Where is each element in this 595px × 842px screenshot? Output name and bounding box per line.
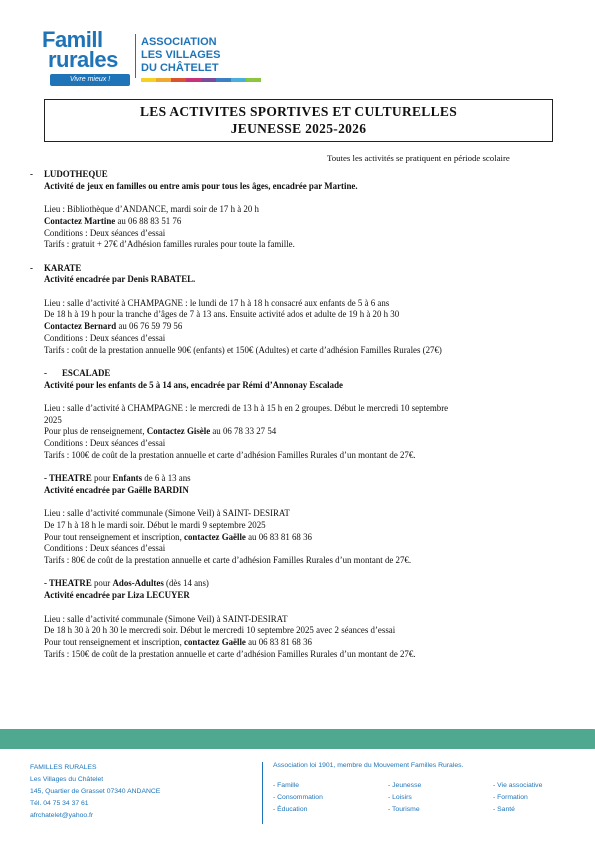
tarifs: Tarifs : gratuit + 27€ d’Adhésion familles rurales pour toute la famille. bbox=[44, 239, 295, 250]
contact-line bbox=[30, 216, 560, 228]
conditions: Conditions : Deux séances d’essai bbox=[44, 543, 166, 554]
tarifs: Tarifs : 150€ de coût de la prestation annuelle et carte d’adhésion Familles Rurales d’un montant de 27€. bbox=[44, 648, 416, 659]
conditions: Conditions : Deux séances d’essai bbox=[44, 332, 166, 343]
conditions: Conditions : Deux séances d’essai bbox=[44, 438, 166, 449]
logo-wordmark bbox=[42, 27, 118, 72]
logo-color-segment bbox=[201, 78, 216, 82]
section-heading-ludotheque bbox=[30, 169, 560, 181]
lieu: Lieu : salle d’activité à CHAMPAGNE : le mercredi de 13 h à 15 h en 2 groupes. Début le mercredi 10 septembre bbox=[44, 402, 449, 413]
footer-theme-item: - Loisirs bbox=[388, 794, 412, 801]
heading-ages: (dès 14 ans) bbox=[163, 578, 209, 589]
lieu: 2025 bbox=[44, 414, 62, 425]
heading-text: LUDOTHEQUE bbox=[44, 169, 108, 179]
footer-theme-item: - Éducation bbox=[273, 806, 308, 813]
contact-name: Contactez Martine bbox=[44, 215, 116, 226]
logo-color-segment bbox=[231, 78, 246, 82]
tarifs: Tarifs : 100€ de coût de la prestation annuelle et carte d’adhésion Familles Rurales d’un montant de 27€. bbox=[44, 449, 416, 460]
heading-text: pour bbox=[91, 578, 113, 589]
contact-line bbox=[30, 532, 560, 544]
footer-phone: Tél. 04 75 34 37 61 bbox=[30, 800, 89, 807]
footer-association-note bbox=[273, 762, 463, 769]
section-subtitle: Activité encadrée par Liza LECUYER bbox=[44, 590, 190, 601]
footer-theme-item: - Consommation bbox=[273, 794, 323, 801]
logo-divider bbox=[135, 34, 136, 78]
section-heading-theatre-ados bbox=[30, 578, 560, 590]
heading-text: - THEATRE bbox=[44, 578, 92, 589]
heading-text: ESCALADE bbox=[62, 367, 111, 378]
title-line1: LES ACTIVITES SPORTIVES ET CULTURELLES bbox=[139, 104, 458, 119]
schedule-note: Toutes les activités se pratiquent en période scolaire bbox=[327, 153, 510, 163]
footer-theme-item: - Formation bbox=[493, 794, 528, 801]
contact-phone: au 06 76 59 79 56 bbox=[116, 321, 183, 332]
color-stripe bbox=[0, 729, 595, 749]
footer-org-subname: Les Villages du Châtelet bbox=[30, 776, 104, 783]
logo-assoc-line: ASSOCIATION bbox=[141, 36, 217, 48]
tarifs: Tarifs : coût de la prestation annuelle 90€ (enfants) et 150€ (Adultes) et carte d’adhésion Familles Rurales (27€) bbox=[44, 344, 442, 355]
heading-text: pour bbox=[91, 473, 113, 484]
contact-phone: au 06 88 83 51 76 bbox=[115, 215, 182, 226]
contact-line bbox=[30, 321, 560, 333]
section-heading-karate bbox=[30, 263, 560, 275]
logo-color-segment bbox=[156, 78, 171, 82]
logo-color-segment bbox=[186, 78, 201, 82]
lieu: Lieu : salle d’activité communale (Simone Veil) à SAINT- DESIRAT bbox=[44, 508, 290, 519]
footer-email[interactable]: afrchatelet@yahoo.fr bbox=[30, 812, 94, 819]
footer-theme-item: - Jeunesse bbox=[388, 782, 422, 789]
bullet-dash: - bbox=[44, 367, 47, 378]
contact-name: Contactez Gisèle bbox=[146, 426, 211, 437]
lieu: De 18 h à 19 h pour la tranche d’âges de 7 à 13 ans. Ensuite activité ados et adulte de 19 h à 20 h 30 bbox=[44, 309, 400, 320]
heading-audience: Ados-Adultes bbox=[112, 578, 164, 589]
footer-divider bbox=[262, 762, 263, 824]
contact-line bbox=[30, 426, 560, 438]
bullet-dash: - bbox=[30, 262, 33, 273]
section-subtitle: Activité encadrée par Gaëlle BARDIN bbox=[44, 484, 189, 495]
footer-street-address: 145, Quartier de Grasset 07340 ANDANCE bbox=[30, 788, 161, 795]
heading-audience: Enfants bbox=[112, 473, 143, 484]
logo-line1: Famill bbox=[42, 27, 103, 52]
info-text: Pour tout renseignement et inscription, bbox=[44, 636, 185, 647]
info-text: Pour tout renseignement et inscription, bbox=[44, 531, 185, 542]
contact-phone: au 06 78 33 27 54 bbox=[210, 426, 277, 437]
decorative-color-stripes bbox=[0, 729, 595, 749]
section-subtitle: Activité encadrée par Denis RABATEL. bbox=[44, 274, 196, 285]
logo-assoc-line: LES VILLAGES bbox=[141, 49, 221, 61]
heading-text: KARATE bbox=[44, 262, 82, 273]
lieu: De 17 h à 18 h le mardi soir. Début le mardi 9 septembre 2025 bbox=[44, 519, 266, 530]
logo-assoc-line: DU CHÂTELET bbox=[141, 62, 219, 74]
logo-color-bar bbox=[141, 78, 261, 82]
section-heading-escalade bbox=[30, 368, 560, 380]
footer-theme-item: - Famille bbox=[273, 782, 300, 789]
footer-address bbox=[30, 762, 160, 822]
lieu: De 18 h 30 à 20 h 30 le mercredi soir. Début le mercredi 10 septembre 2025 avec 2 séances d’essai bbox=[44, 625, 396, 636]
tarifs: Tarifs : 80€ de coût de la prestation annuelle et carte d’adhésion Familles Rurales d’un montant de 27€. bbox=[44, 555, 412, 566]
logo-tagline: Vivre mieux ! bbox=[50, 74, 130, 86]
contact-phone: au 06 83 81 68 36 bbox=[245, 531, 312, 542]
footer-theme-item: - Tourisme bbox=[388, 806, 420, 813]
title-line2: JEUNESSE 2025-2026 bbox=[230, 121, 367, 136]
logo-association-name bbox=[141, 36, 220, 75]
section-subtitle: Activité pour les enfants de 5 à 14 ans, encadrée par Rémi d’Annonay Escalade bbox=[44, 379, 343, 390]
footer bbox=[0, 756, 595, 842]
logo-color-segment bbox=[141, 78, 156, 82]
contact-name: contactez Gaëlle bbox=[184, 531, 246, 542]
footer-theme-item: - Vie associative bbox=[493, 782, 543, 789]
contact-phone: au 06 83 81 68 36 bbox=[245, 636, 312, 647]
logo-color-segment bbox=[246, 78, 261, 82]
activities-list bbox=[30, 169, 560, 660]
contact-name: Contactez Bernard bbox=[44, 321, 117, 332]
logo-line2: rurales bbox=[48, 47, 118, 72]
title-box bbox=[44, 99, 553, 142]
bullet-dash: - bbox=[30, 169, 33, 179]
heading-ages: de 6 à 13 ans bbox=[142, 473, 191, 484]
heading-text: - THEATRE bbox=[44, 473, 92, 484]
logo-color-segment bbox=[216, 78, 231, 82]
lieu: Lieu : salle d’activité à CHAMPAGNE : le lundi de 17 h à 18 h consacré aux enfants de 5 à 6 ans bbox=[44, 297, 390, 308]
info-text: Pour plus de renseignement, bbox=[44, 426, 147, 437]
lieu: Lieu : salle d’activité communale (Simone Veil) à SAINT-DESIRAT bbox=[44, 613, 288, 624]
section-heading-theatre-enfants bbox=[30, 473, 560, 485]
footer-association-text: Association loi 1901, membre du Mouvement Familles Rurales. bbox=[273, 762, 464, 769]
footer-org-name: FAMILLES RURALES bbox=[30, 764, 97, 771]
contact-line bbox=[30, 637, 560, 649]
logo-color-segment bbox=[171, 78, 186, 82]
logo bbox=[40, 12, 270, 88]
section-subtitle: Activité de jeux en familles ou entre amis pour tous les âges, encadrée par Martine. bbox=[44, 180, 358, 191]
footer-theme-item: - Santé bbox=[493, 806, 515, 813]
contact-name: contactez Gaëlle bbox=[184, 636, 246, 647]
conditions: Conditions : Deux séances d’essai bbox=[44, 227, 166, 238]
lieu: Lieu : Bibliothèque d’ANDANCE, mardi soir de 17 h à 20 h bbox=[44, 204, 259, 215]
